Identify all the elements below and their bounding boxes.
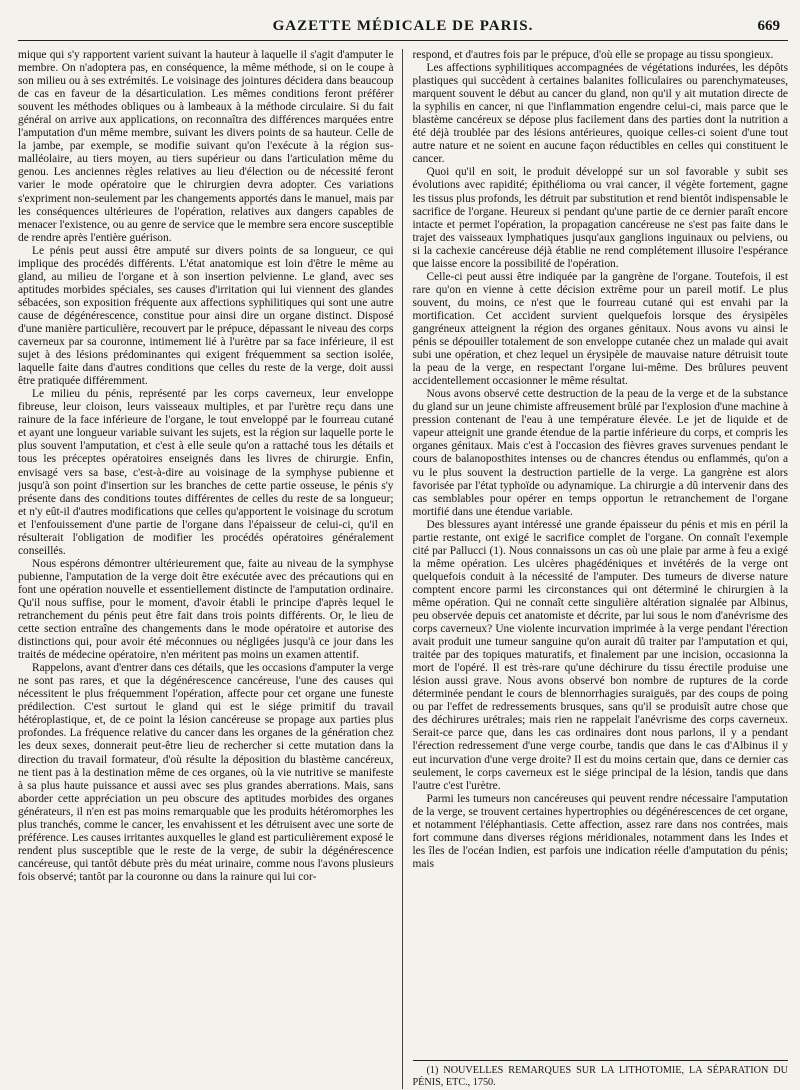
left-column [18, 49, 403, 1089]
running-title: GAZETTE MÉDICALE DE PARIS. [272, 18, 534, 34]
paragraph: Rappelons, avant d'entrer dans ces détails, que les occasions d'amputer la verge ne sont pas rares, et que la dégénérescence cancéreuse, l'une des causes qui nécessitent le plus fréquemment l'opération, affecte pour cet organe une funeste prédilection. C'est surtout le gland qui est le siége primitif du travail hétéroplastique, et, de ce point la lésion cancéreuse se propage aux parties plus profondes. La fréquence relative du cancer dans les organes de la génération chez les deux sexes, donnerait peut-être lieu de rechercher si cette mutation dans la direction du travail formateur, d'où résulte la déposition du blastème cancéreux, ne tient pas à la destination même de ces organes, où la vie nutritive se manifeste à sa plus haute puissance et aussi avec ses plus grandes aberrations. Mais, sans aborder cette appréciation un peu obscure des aptitudes morbides des organes générateurs, il n'en est pas moins remarquable que les produits hétéromorphes les plus tranchés, comme le cancer, les envahissent et les détruisent avec une sorte de préférence. Les causes irritantes auxquelles le gland est particulièrement exposé le rendent plus susceptible que le reste de la verge, de subir la dégénérescence cancéreuse, qui tantôt débute près du méat urinaire, comme nous l'avons plusieurs fois observé; tantôt par la couronne ou dans la rainure qui lui cor- [18, 662, 394, 883]
text-columns [18, 49, 788, 1089]
paragraph: Le pénis peut aussi être amputé sur divers points de sa longueur, ce qui implique des procédés différents. L'état anatomique est loin d'être le même au gland, au milieu de l'organe et à son insertion pelvienne. Le gland, avec ses aptitudes morbides spéciales, ses causes d'irritation qui lui viennent des glandes sébacées, son exposition fréquente aux affections syphilitiques qui sont une autre cause de dégénérescence, constitue pour ainsi dire un organe distinct. Disposé d'une manière particulière, recouvert par le prépuce, dépassant le niveau des corps caverneux par sa couronne, intimement lié à l'urètre par sa face inférieure, il est sujet à des lésions prédominantes qui exigent fréquemment sa section isolée, laquelle faite dans d'autres conditions que celles du reste de la verge, doit aussi être pratiquée différemment. [18, 244, 394, 388]
right-column-body [413, 49, 789, 1056]
paragraph: Parmi les tumeurs non cancéreuses qui peuvent rendre nécessaire l'amputation de la verge, se trouvent certaines hypertrophies ou dégénérescences de cet organe, et notamment l'éléphantiasis. Cette affection, assez rare dans nos contrées, mais fort commune dans diverses régions méridionales, notamment dans les Indes et les îles de l'océan Indien, est parfois une indication réelle d'amputation du pénis; mais [412, 792, 788, 870]
paragraph: Quoi qu'il en soit, le produit développé sur un sol favorable y subit ses évolutions avec rapidité; épithélioma ou vrai cancer, il végète fortement, gagne les tissus plus profonds, les détruit par substitution et rend bientôt indispensable le sacrifice de l'organe. Heureux si pendant qu'une partie de ce dernier paraît encore intacte et permet l'opération, la propagation cancéreuse ne s'est pas faite dans le trajet des vaisseaux lymphatiques jusqu'aux ganglions inguinaux ou pelviens, ou si la cachexie cancéreuse déjà établie ne rend complétement illusoire l'espérance que laisse encore la possibilité de l'opération. [412, 166, 788, 270]
paragraph: Celle-ci peut aussi être indiquée par la gangrène de l'organe. Toutefois, il est rare qu'on en vienne à cette décision extrême pour un pareil motif. Le plus souvent, du moins, ce n'est que le fourreau cutané qui est envahi par la mortification. Cet accident survient quelquefois lorsque des érysipèles gangréneux atteignent la région des organes génitaux. Nous avons vu ainsi le pénis se dépouiller totalement de son enveloppe cutanée chez un malade qui avait subi une opération, et chez lequel un érysipèle de mauvaise nature détruisit toute la peau de la verge, en respectant l'organe lui-même. Des brûlures peuvent accidentellement occasionner le même résultat. [412, 270, 788, 388]
paragraph: Nous avons observé cette destruction de la peau de la verge et de la substance du gland sur un jeune chimiste affreusement brûlé par l'explosion d'une machine à pression contenant de l'eau à une température élevée. Le jet de liquide et de vapeur atteignit une grande étendue de la partie inférieure du corps, et compris les organes génitaux. Mais c'est à l'occasion des fièvres graves survenues pendant le cours de balanoposthites intenses ou de chancres étendus ou enflammés, qu'on a vu le plus souvent la destruction partielle de la verge. La gangrène est alors favorisée par l'état typhoïde ou adynamique. La chirurgie a dû intervenir dans des cas semblables pour opérer en temps opportun le retranchement de l'organe mortifié dans une étendue variable. [412, 388, 788, 518]
paragraph: respond, et d'autres fois par le prépuce, d'où elle se propage au tissu spongieux. [412, 49, 774, 61]
paragraph: Les affections syphilitiques accompagnées de végétations indurées, les dépôts plastiques qui succèdent à certaines balanites folliculaires ou parenchymateuses, marquent souvent le début au cancer du gland, non qu'il y ait mutation directe de la syphilis en cancer, ni que l'inflammation engendre celui-ci, mais parce que le blastème cancéreux se dépose plus facilement dans des parties dont la nutrition a été déjà troublée par des lésions antérieures, quoique celles-ci soient d'une tout autre nature et ne soient en aucune façon réductibles en celles qui constituent le cancer. [412, 62, 788, 166]
paragraph: Le milieu du pénis, représenté par les corps caverneux, leur enveloppe fibreuse, leur cloison, leurs vaisseaux multiples, et par l'urètre reçu dans une rainure de la face inférieure de l'organe, le tout enveloppé par le fourreau cutané et ayant une longueur variable suivant les sujets, est la région sur laquelle porte le plus souvent l'amputation, et c'est à elle seule qu'on a rattaché tous les détails et tous les préceptes opératoires enseignés dans les livres de chirurgie. Enfin, envisagé vers sa base, c'est-à-dire au voisinage de la symphyse pubienne et jusqu'à son point d'insertion sur les branches de cette partie osseuse, le pénis s'y présente dans des conditions toutes différentes de celles du reste de sa longueur; et n'y eût-il d'autres modifications que celles qu'apportent le voisinage du scrotum et l'enfouissement d'une partie de l'organe dans l'épaisseur de celui-ci, qu'il en résulterait l'obligation de modifier les procédés opératoires généralement conseillés. [18, 388, 394, 557]
paragraph: mique qui s'y rapportent varient suivant la hauteur à laquelle il s'agit d'amputer le membre. On n'adoptera pas, en conséquence, la même méthode, si on le coupe à son milieu ou à ses extrémités. Le voisinage des jointures décidera dans beaucoup de cas en faveur de la désarticulation. Les mêmes conditions feront préférer souvent les méthodes obliques ou à lambeaux à la méthode circulaire. Si du fait général on arrive aux applications, on reconnaîtra des différences marquées entre l'amputation d'un même membre, suivant les divers points de sa hauteur. Celle de la jambe, par exemple, se modifie suivant qu'on l'exécute à la région sus-malléolaire, au tiers moyen, au tiers supérieur ou dans l'articulation même du genou. Les anciennes règles relatives au lieu d'élection ou de nécessité feront varier le mode opératoire que le chirurgien devra adopter. Ces variations s'expriment non-seulement par les changements apportés dans le manuel, mais par les conséquences ultérieures de l'opération, relatives aux dangers capables de menacer l'existence, ou au genre de service que le membre sera encore susceptible de rendre après l'entière guérison. [18, 49, 394, 244]
page-number: 669 [757, 18, 780, 34]
page-header [18, 18, 788, 41]
paragraph: Nous espérons démontrer ultérieurement que, faite au niveau de la symphyse pubienne, l'amputation de la verge doit être exécutée avec des précautions qui en font une opération nouvelle et essentiellement distincte de l'amputation ordinaire. Qu'il nous suffise, pour le moment, d'avoir établi le principe d'après lequel le retranchement du pénis peut être fait dans trois points différents. Or, le lieu de cette section entraîne des changements dans le mode opératoire et autorise des distinctions qui, pour avoir été méconnues ou négligées jusqu'à ce jour dans les traités de médecine opératoire, n'en méritent pas moins un examen attentif. [18, 557, 394, 662]
footnote-divider [413, 1060, 789, 1061]
right-column [413, 49, 789, 1089]
paragraph: Des blessures ayant intéressé une grande épaisseur du pénis et mis en péril la partie restante, ont exigé le sacrifice complet de l'organe. On connaît l'exemple cité par Pallucci (1). Nous connaissons un cas où une plaie par arme à feu a exigé la même opération. Les ulcères phagédéniques et invétérés de la verge ont quelquefois conduit à la nécessité de l'amputer. Des tumeurs de diverse nature comptent encore parmi les circonstances qui ont déterminé le chirurgien à la même opération. Qui ne connaît cette singulière altération signalée par Albinus, peu observée depuis cet anatomiste et décrite, par lui sous le nom d'anévrisme des corps caverneux? Une violente incurvation imprimée à la verge pendant l'érection avait produit une tumeur sanguine qu'on aurait dû traiter par l'amputation et qui, traitée par des topiques maturatifs, et finalement par une incision, occasionna la mort de l'opéré. Il est très-rare qu'une déchirure du tissu érectile produise une lésion aussi grave. Nous avons observé bon nombre de ruptures de la corde déterminée pendant le cours de blennorrhagies suraiguës, par des coups de poing ou par l'effet de redressements brusques, sans qu'il se produisît autre chose que des déchirures urétrales; mais rien ne rappelait l'anévrisme des corps caverneux. Serait-ce parce que, dans les cas ordinaires dont nous parlons, il y a pendant l'érection redressement d'une verge courbe, tandis que dans le cas d'Albinus il y eut incurvation d'une verge droite? Il est du moins certain que, dans ce dernier cas seulement, le corps caverneux est le siége principal de la lésion, tandis que dans l'autre c'est l'urètre. [412, 518, 788, 792]
footnote: (1) NOUVELLES REMARQUES SUR LA LITHOTOMIE, LA SÉPARATION DU PÉNIS, ETC., 1750. [412, 1065, 788, 1088]
